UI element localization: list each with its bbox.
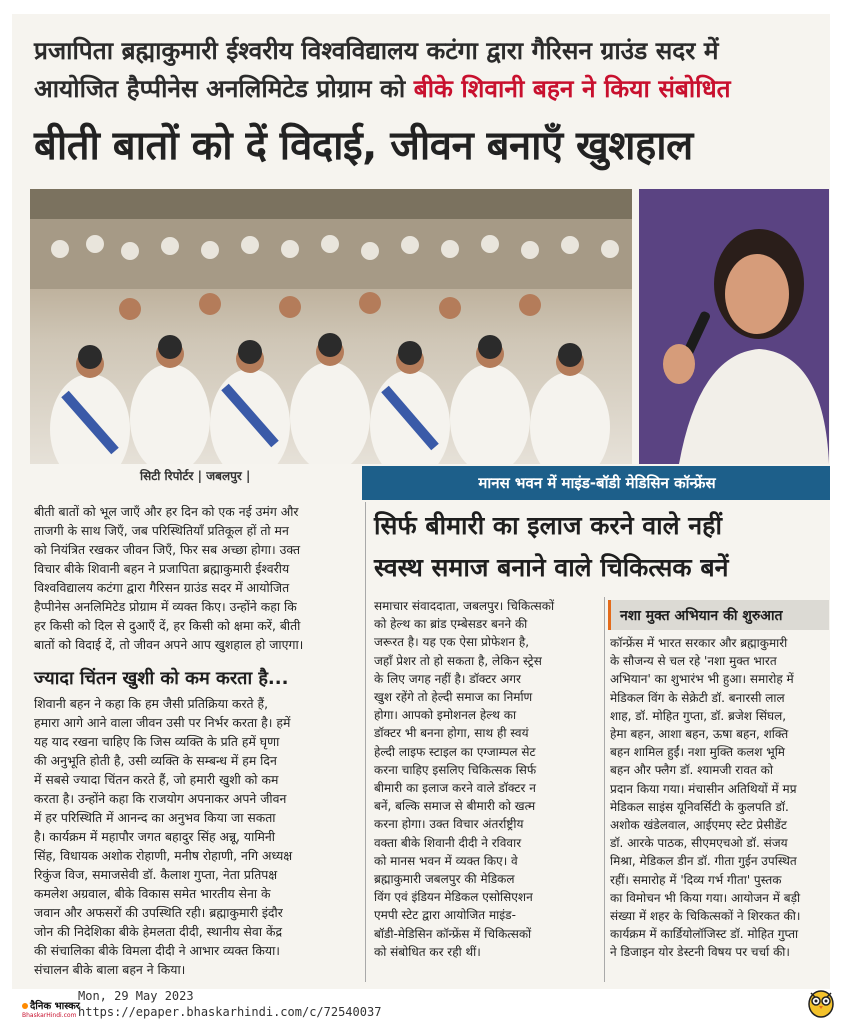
kicker-line-1: प्रजापिता ब्रह्माकुमारी ईश्वरीय विश्वविद्यालय कटंगा द्वारा गैरिसन ग्राउंड सदर में [34, 36, 719, 65]
column-2-body-line: को हेल्थ का ब्रांड एम्बेसडर बनने की [374, 617, 528, 632]
column-1-paragraph-2-line: करता है। उन्होंने कहा कि राजयोग अपनाकर अपने जीवन [34, 791, 287, 806]
column-2-body-line: होगा। आपको इमोशनल हेल्थ का [374, 708, 517, 723]
speaker-photo [639, 189, 829, 464]
column-2-body-line: डॉक्टर भी बनना होगा, साथ ही स्वयं [374, 726, 529, 741]
column-1-paragraph-2-line: में हर परिस्थिति में आनन्द का अनुभव किया जा सकता [34, 810, 276, 825]
column-3-body-line: अशोक खंडेलवाल, आईएमए स्टेट प्रेसीडेंट [610, 818, 787, 833]
newspaper-clipping [12, 14, 830, 989]
column-1-paragraph-1-line: को नियंत्रित रखकर जीवन जिएँ, फिर सब अच्छा होगा। उक्त [34, 542, 301, 557]
column-1-paragraph-2 [34, 694, 356, 979]
column-1-paragraph-1-line: ताजगी के साथ जिएँ, जब परिस्थितियाँ प्रतिकूल हों तो मन [34, 523, 289, 538]
column-3-body-line: मिश्रा, मेडिकल डीन डॉ. गीता गुईन उपस्थित [610, 854, 797, 869]
column-1-paragraph-2-line: की संचालिका बीके विमला दीदी ने आभार व्यक्त किया। [34, 943, 280, 958]
edition-date: Mon, 29 May 2023 [78, 989, 194, 1003]
column-1-paragraph-1-line: विश्वविद्यालय कटंगा द्वारा गैरिसन ग्राउंड सदर में आयोजित [34, 580, 290, 595]
logo-dot-icon [22, 1003, 28, 1009]
column-1-paragraph-2-line: में सबसे ज्यादा चिंतन करते हैं, जो हमारी खुशी को कम [34, 772, 279, 787]
column-2-body-line: हेल्दी लाइफ स्टाइल का एग्जाम्पल सेट [374, 744, 536, 759]
column-3-body [610, 634, 822, 962]
main-headline: बीती बातों को दें विदाई, जीवन बनाएँ खुशहाल [34, 123, 693, 169]
column-2-body [374, 597, 604, 961]
column-2-body-line: को मानस भवन में व्यक्त किए। वे [374, 853, 518, 868]
photo-credit: सिटी रिपोर्टर | जबलपुर | [140, 469, 251, 483]
column-1-paragraph-1-line: बातों को विदाई दें, तो जीवन अपने आप खुशहाल हो जाएगा। [34, 637, 304, 652]
column-1-paragraph-2-line: जवान और अफसरों की उपस्थिति रही। ब्रह्माकुमारी इंदौर [34, 905, 283, 920]
logo-text: दैनिक भास्कर [30, 1001, 80, 1012]
column-3-body-line: संख्या में शहर के चिकित्सकों ने शिरकत की। [610, 909, 801, 924]
column-3-body-line: कार्यक्रम में कार्डियोलॉजिस्ट डॉ. मोहित गुप्ता [610, 927, 799, 942]
column-1-paragraph-1 [34, 502, 356, 654]
column-1-paragraph-1-line: हर किसी को दिल से दुआएँ दें, हर किसी को क्षमा करें, बीती [34, 618, 301, 633]
column-3-body-line: ने डिजाइन योर डेस्टनी विषय पर चर्चा की। [610, 945, 790, 960]
owl-icon[interactable] [806, 986, 836, 1018]
crowd-photo-illustration [30, 189, 632, 464]
kicker-line-2-red: बीके शिवानी बहन ने किया संबोधित [413, 74, 731, 103]
column-2-body-line: एमपी स्टेट द्वारा आयोजित माइंड- [374, 908, 516, 923]
column-2-body-line: विंग एवं इंडियन मेडिकल एसोसिएशन [374, 890, 533, 905]
column-2-headline-line-2: स्वस्थ समाज बनाने वाले चिकित्सक बनें [374, 553, 729, 582]
column-3-body-line: कॉन्फ्रेंस में भारत सरकार और ब्रह्माकुमारी [610, 636, 788, 650]
column-3-body-line: का विमोचन भी किया गया। आयोजन में बड़ी [610, 890, 801, 905]
column-3-body-line: हेमा बहन, आशा बहन, ऊषा बहन, शक्ति [610, 727, 789, 742]
column-2-body-line: वक्ता बीके शिवानी दीदी ने रविवार [374, 835, 522, 850]
column-2-body-line: बनें, बल्कि समाज से बीमारी को खत्म [374, 799, 536, 814]
column-3-body-line: अभियान' का शुभारंभ भी हुआ। समारोह में [610, 672, 794, 687]
kicker-line-2-black: आयोजित हैप्पीनेस अनलिमिटेड प्रोग्राम को [34, 74, 414, 103]
epaper-url-link[interactable]: https://epaper.bhaskarhindi.com/c/72540037 [78, 1005, 382, 1019]
column-2-body-line: खुश रहेंगे तो हेल्दी समाज का निर्माण [374, 690, 533, 705]
column-2-body-line: जहाँ प्रेशर तो हो सकता है, लेकिन स्ट्रेस [374, 653, 542, 668]
crowd-photo [30, 189, 632, 464]
column-1-paragraph-2-line: हमारा आगे आने वाला जीवन उसी पर निर्भर करता है। हमें [34, 715, 291, 730]
column-2-body-line: समाचार संवाददाता, जबलपुर। चिकित्सकों [374, 599, 555, 613]
column-3-body-line: मेडिकल विंग के सेक्रेटी डॉ. बनारसी लाल [610, 690, 785, 705]
column-2-body-line: के लिए जगह नहीं है। डॉक्टर अगर [374, 671, 521, 686]
column-3-body-line: शाह, डॉ. मोहित गुप्ता, डॉ. ब्रजेश सिंघल, [610, 708, 787, 723]
section-ribbon: मानस भवन में माइंड-बॉडी मेडिसिन कॉन्फ्रेंस [362, 466, 830, 500]
column-2-body-line: ब्रह्माकुमारी जबलपुर की मेडिकल [374, 872, 515, 887]
speaker-photo-illustration [639, 189, 829, 464]
column-3-body-line: बहन और फ्लैग डॉ. श्यामजी रावत को [610, 763, 773, 778]
column-1-paragraph-2-line: संचालन बीके बाला बहन ने किया। [34, 962, 186, 977]
column-1-paragraph-1-line: हैप्पीनेस अनलिमिटेड प्रोग्राम में व्यक्त किए। उन्होंने कहा कि [34, 599, 297, 614]
column-2-body-line: जरूरत है। यह एक ऐसा प्रोफेशन है, [374, 635, 530, 650]
column-3-body-line: प्रदान किया गया। मंचासीन अतिथियों में मप्र [610, 781, 797, 796]
column-2-body-line: बॉडी-मेडिसिन कॉन्फ्रेंस में चिकित्सकों [374, 926, 532, 941]
column-1-paragraph-1-line: बीती बातों को भूल जाएँ और हर दिन को एक नई उमंग और [34, 504, 299, 519]
column-divider-2 [604, 597, 605, 982]
column-2-body-line: करना चाहिए इसलिए चिकित्सक सिर्फ [374, 762, 537, 777]
column-2-body-line: करना होगा। उक्त विचार अंतर्राष्ट्रीय [374, 817, 524, 832]
column-1-paragraph-2-line: कमलेश अग्रवाल, बीके विकास समेत भारतीय सेना के [34, 886, 271, 901]
column-1-paragraph-2-line: यह याद रखना चाहिए कि जिस व्यक्ति के प्रति हमें घृणा [34, 734, 280, 749]
column-1-paragraph-2-line: सिंह, विधायक अशोक रोहाणी, मनीष रोहाणी, नगि अध्यक्ष [34, 848, 293, 863]
column-3-body-line: डॉ. आरके पाठक, सीएमएचओ डॉ. संजय [610, 836, 788, 851]
column-1-paragraph-2-line: रिकुंज विज, समाजसेवी डॉ. कैलाश गुप्ता, नेता प्रतिपक्ष [34, 867, 278, 882]
column-3-body-line: बहन शामिल हुईं। नशा मुक्ति कलश भूमि [610, 745, 785, 760]
column-2-headline-line-1: सिर्फ बीमारी का इलाज करने वाले नहीं [374, 511, 722, 540]
column-1-paragraph-2-line: जोन की निदेशिका बीके हेमलता दीदी, स्थानीय सेवा केंद्र [34, 924, 283, 939]
column-3-subhead: नशा मुक्त अभियान की शुरुआत [620, 608, 783, 624]
column-divider-1 [365, 502, 366, 982]
column-3-body-line: रहीं। समारोह में 'दिव्य गर्भ गीता' पुस्तक [610, 872, 782, 887]
column-3-body-line: के सौजन्य से चल रहे 'नशा मुक्त भारत [610, 654, 777, 669]
kicker-line-2 [34, 74, 731, 104]
column-3-body-line: मेडिकल साइंस यूनिवर्सिटी के कुलपति डॉ. [610, 799, 789, 814]
column-2-body-line: बीमारी का इलाज करने वाले डॉक्टर न [374, 781, 536, 796]
column-1-subhead: ज्यादा चिंतन खुशी को कम करता है... [34, 668, 289, 689]
column-1-paragraph-2-line: की अनुभूति होती है, उसी व्यक्ति के सम्बन्ध में हम दिन [34, 753, 277, 768]
column-1-paragraph-1-line: विचार बीके शिवानी बहन ने प्रजापिता ब्रह्माकुमारी ईश्वरीय [34, 561, 290, 576]
column-1-paragraph-2-line: शिवानी बहन ने कहा कि हम जैसी प्रतिक्रिया करते हैं, [34, 696, 269, 711]
logo-subtext: BhaskarHindi.com [22, 1012, 77, 1019]
column-1-paragraph-2-line: है। कार्यक्रम में महापौर जगत बहादुर सिंह अन्नू, यामिनी [34, 829, 276, 844]
newspaper-logo [22, 998, 80, 1019]
column-2-body-line: को संबोधित कर रही थीं। [374, 944, 481, 959]
